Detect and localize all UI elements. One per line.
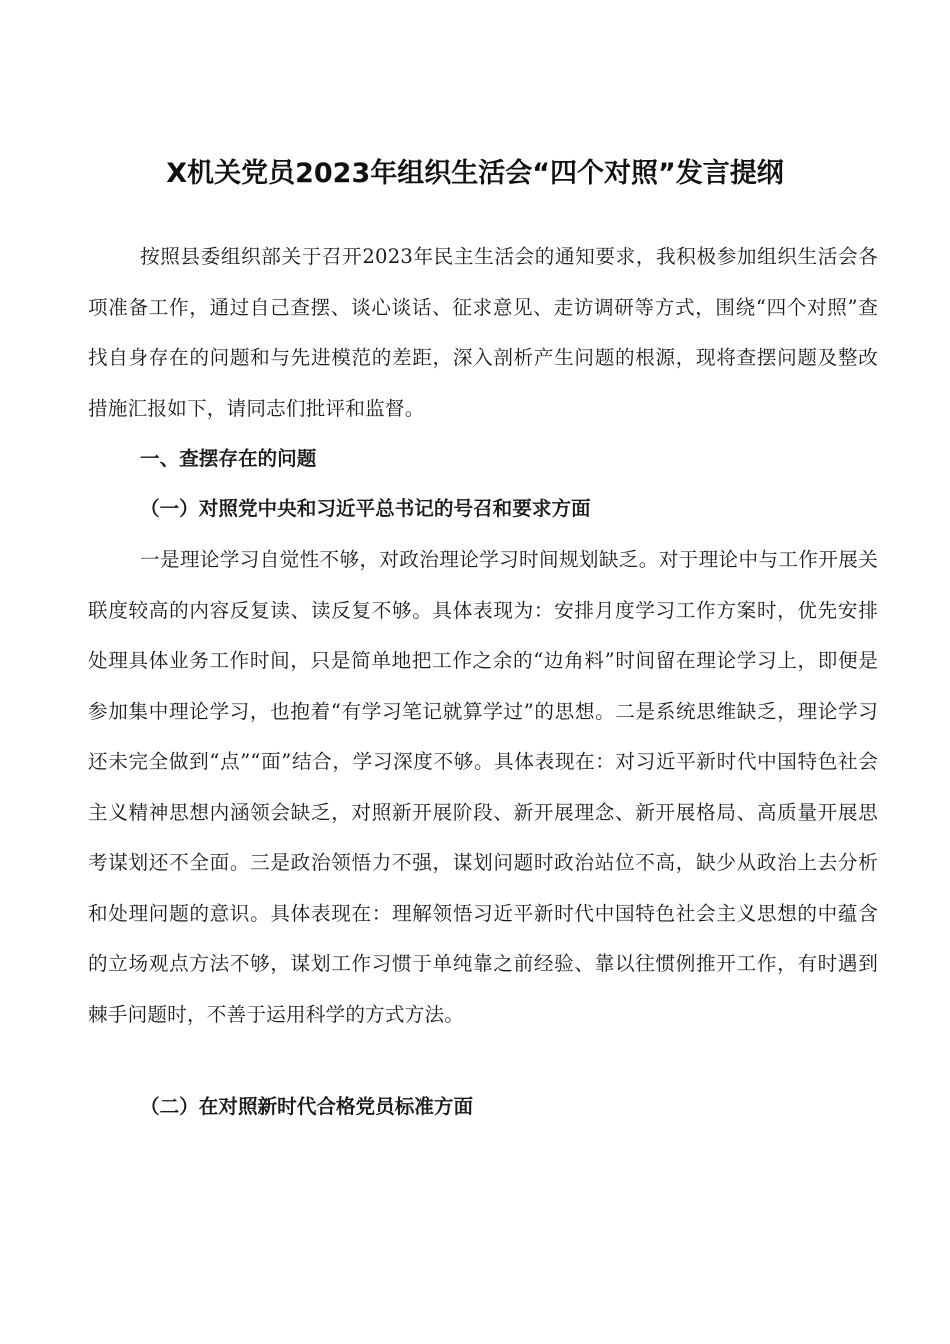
subsection-heading-central-requirements: （一）对照党中央和习近平总书记的号召和要求方面 — [140, 497, 591, 520]
subsection-body-paragraph: 一是理论学习自觉性不够，对政治理论学习时间规划缺乏。对于理论中与工作开展关联度较高的内容反复读、读反复不够。具体表现为：安排月度学习工作方案时，优先安排处理具体业务工作时间，只是简单地把工作之余的“边角料”时间留在理论学习上，即便是参加集中理论学习，也抱着“有学习笔记就算学过”的思想。二是系统思维缺乏，理论学习还未完全做到“点”“面”结合，学习深度不够。具体表现在：对习近平新时代中国特色社会主义精神思想内涵领会缺乏，对照新开展阶段、新开展理念、新开展格局、高质量开展思考谋划还不全面。三是政治领悟力不强，谋划问题时政治站位不高，缺少从政治上去分析和处理问题的意识。具体表现在：理解领悟习近平新时代中国特色社会主义思想的中蕴含的立场观点方法不够，谋划工作习惯于单纯靠之前经验、靠以往惯例推开工作，有时遇到棘手问题时，不善于运用科学的方式方法。 — [88, 548, 878, 1026]
intro-paragraph: 按照县委组织部关于召开2023年民主生活会的通知要求，我积极参加组织生活会各项准备工作，通过自己查摆、谈心谈话、征求意见、走访调研等方式，围绕“四个对照”查找自身存在的问题和与先进模范的差距，深入剖析产生问题的根源，现将查摆问题及整改措施汇报如下，请同志们批评和监督。 — [88, 245, 878, 420]
document-title: X机关党员2023年组织生活会“四个对照”发言提纲 — [166, 158, 784, 189]
subsection-heading-party-member-standards: （二）在对照新时代合格党员标准方面 — [140, 1095, 474, 1118]
section-heading-problems: 一、查摆存在的问题 — [140, 447, 317, 470]
